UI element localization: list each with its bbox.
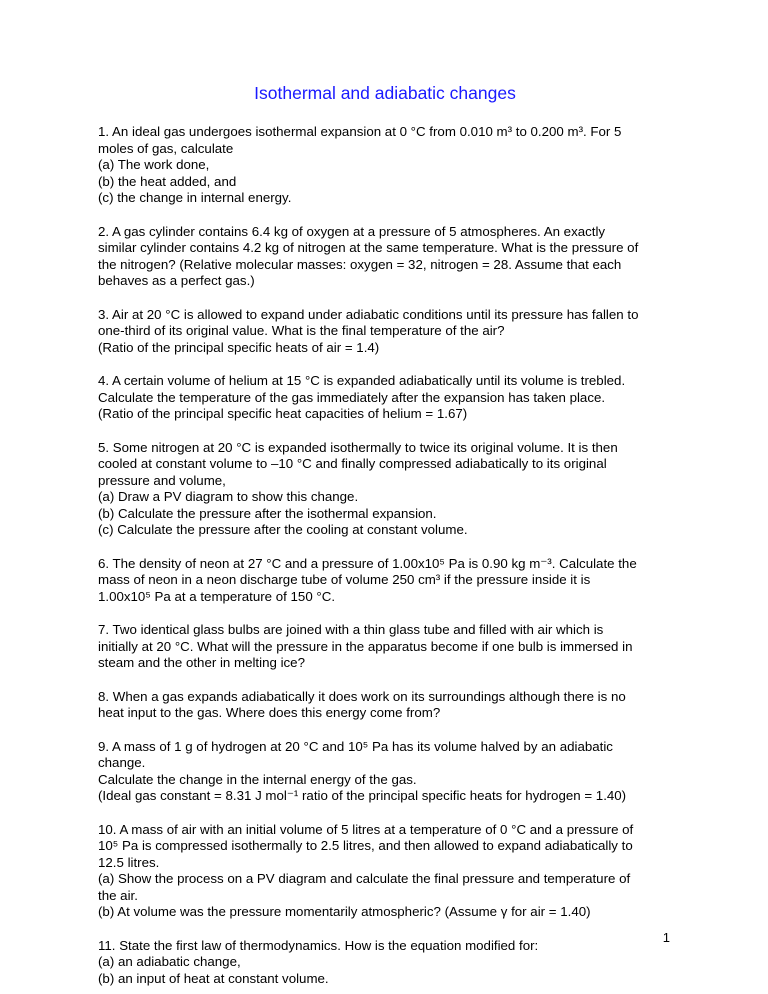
question-line: moles of gas, calculate <box>98 140 234 156</box>
question-line: 10⁵ Pa is compressed isothermally to 2.5 litres, and then allowed to expand adiabatically to <box>98 838 633 853</box>
question-6 <box>98 556 672 606</box>
question-line: (Ratio of the principal specific heats of air = 1.4) <box>98 339 380 355</box>
question-line: (b) the heat added, and <box>98 173 237 189</box>
question-line: (b) At volume was the pressure momentarily atmospheric? (Assume γ for air = 1.40) <box>98 904 591 919</box>
question-3 <box>98 307 672 357</box>
question-line: (b) Calculate the pressure after the isothermal expansion. <box>98 505 437 521</box>
question-line: 9. A mass of 1 g of hydrogen at 20 °C and 10⁵ Pa has its volume halved by an adiabatic <box>98 738 613 754</box>
question-line: 8. When a gas expands adiabatically it does work on its surroundings although there is no <box>98 688 626 704</box>
question-line: 6. The density of neon at 27 °C and a pressure of 1.00x10⁵ Pa is 0.90 kg m⁻³. Calculate the <box>98 555 637 571</box>
question-line: (c) the change in internal energy. <box>98 190 292 205</box>
question-line: (a) an adiabatic change, <box>98 954 241 969</box>
question-line: 11. State the first law of thermodynamics. How is the equation modified for: <box>98 937 539 953</box>
question-1 <box>98 124 672 207</box>
question-line: 7. Two identical glass bulbs are joined with a thin glass tube and filled with air which is <box>98 622 604 637</box>
question-line: (a) The work done, <box>98 157 210 172</box>
question-10 <box>98 822 672 921</box>
question-line: heat input to the gas. Where does this energy come from? <box>98 705 441 720</box>
question-line: 12.5 litres. <box>98 854 160 870</box>
question-line: Calculate the change in the internal energy of the gas. <box>98 771 417 787</box>
question-line: (Ideal gas constant = 8.31 J mol⁻¹ ratio of the principal specific heats for hydrogen = 1.40) <box>98 788 627 803</box>
question-7 <box>98 622 672 672</box>
question-8 <box>98 689 672 722</box>
question-5 <box>98 440 672 539</box>
question-line: (Ratio of the principal specific heat capacities of helium = 1.67) <box>98 406 468 421</box>
question-line: (a) Show the process on a PV diagram and calculate the final pressure and temperature of <box>98 871 631 886</box>
question-line: cooled at constant volume to –10 °C and finally compressed adiabatically to its original <box>98 456 607 471</box>
question-line: 5. Some nitrogen at 20 °C is expanded isothermally to twice its original volume. It is then <box>98 439 618 455</box>
question-line: one-third of its original value. What is the final temperature of the air? <box>98 323 505 338</box>
question-line: the air. <box>98 887 138 903</box>
question-line: behaves as a perfect gas.) <box>98 273 255 288</box>
question-line: Calculate the temperature of the gas immediately after the expansion has taken place. <box>98 389 606 405</box>
page-number: 1 <box>662 930 670 945</box>
question-2 <box>98 224 672 290</box>
question-line: initially at 20 °C. What will the pressure in the apparatus become if one bulb is immersed in <box>98 638 633 654</box>
question-line: 4. A certain volume of helium at 15 °C is expanded adiabatically until its volume is trebled. <box>98 373 626 388</box>
question-line: similar cylinder contains 4.2 kg of nitrogen at the same temperature. What is the pressure of <box>98 240 639 255</box>
question-line: 1.00x10⁵ Pa at a temperature of 150 °C. <box>98 588 336 604</box>
question-line: mass of neon in a neon discharge tube of volume 250 cm³ if the pressure inside it is <box>98 572 591 587</box>
question-11 <box>98 938 672 988</box>
question-line: 10. A mass of air with an initial volume of 5 litres at a temperature of 0 °C and a pressure of <box>98 821 634 837</box>
question-line: (a) Draw a PV diagram to show this change. <box>98 489 359 504</box>
question-line: steam and the other in melting ice? <box>98 655 305 670</box>
question-line: pressure and volume, <box>98 472 226 488</box>
question-line: change. <box>98 755 146 770</box>
question-line: 1. An ideal gas undergoes isothermal expansion at 0 °C from 0.010 m³ to 0.200 m³. For 5 <box>98 124 622 139</box>
question-line: 3. Air at 20 °C is allowed to expand under adiabatic conditions until its pressure has fallen to <box>98 306 639 322</box>
page-title: Isothermal and adiabatic changes <box>254 83 516 103</box>
question-line: the nitrogen? (Relative molecular masses: oxygen = 32, nitrogen = 28. Assume that each <box>98 256 622 272</box>
question-line: 2. A gas cylinder contains 6.4 kg of oxygen at a pressure of 5 atmospheres. An exactly <box>98 223 606 239</box>
question-line: (b) an input of heat at constant volume. <box>98 970 329 986</box>
question-4 <box>98 373 672 423</box>
question-line: (c) Calculate the pressure after the cooling at constant volume. <box>98 522 468 537</box>
question-9 <box>98 739 672 805</box>
question-list <box>98 124 672 987</box>
